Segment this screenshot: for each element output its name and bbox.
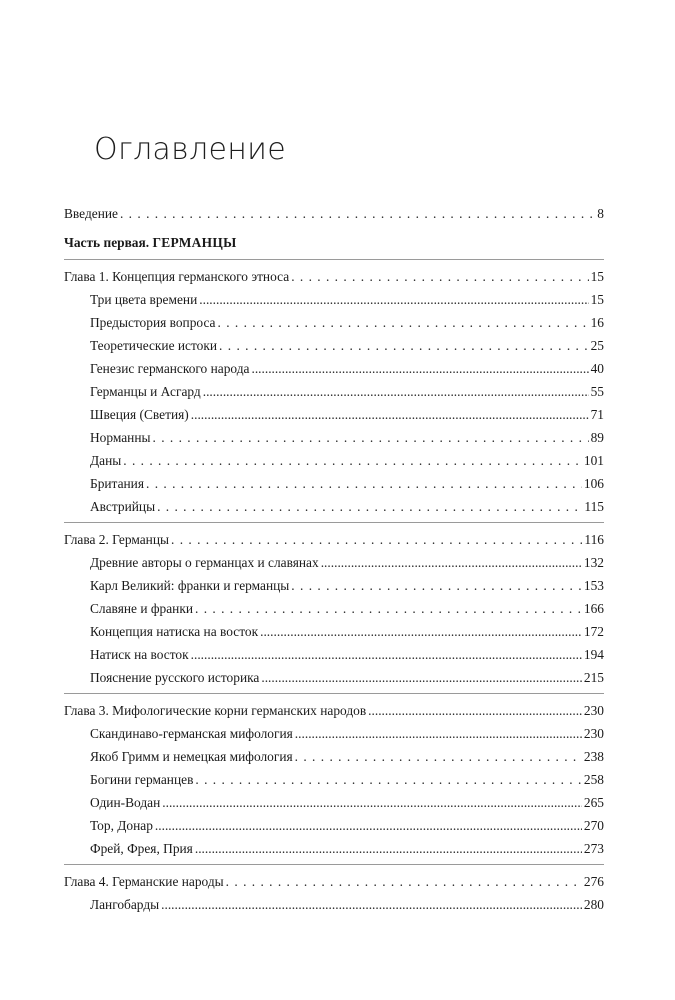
toc-page-number: 132 [583,555,604,570]
toc-section[interactable] [64,768,604,791]
toc-chapter-2[interactable] [64,528,604,551]
toc-page-number: 276 [583,874,604,889]
toc-section[interactable] [64,791,604,814]
toc-entry-label: Натиск на восток [90,647,189,662]
toc-page-number: 270 [583,818,604,833]
toc-chapter-3[interactable] [64,699,604,722]
toc-entry-label: Норманны [90,430,151,445]
leader-dots [321,551,582,574]
toc-entry-label: Австрийцы [90,499,156,514]
toc-page-number: 15 [590,292,604,307]
leader-dots [291,574,582,597]
leader-dots [161,893,582,916]
toc-chapter-4[interactable] [64,870,604,893]
toc-entry-label: Британия [90,476,145,491]
toc-page-number: 273 [583,841,604,856]
part-prefix: Часть первая. [64,235,150,250]
toc-entry-label: Славяне и франки [90,601,193,616]
leader-dots [191,643,582,666]
leader-dots [153,426,589,449]
toc-page-number: 25 [590,338,604,353]
toc-section[interactable] [64,426,604,449]
leader-dots [146,472,582,495]
toc-entry-label: Германцы и Асгард [90,384,201,399]
toc-page-number: 71 [590,407,604,422]
leader-dots [199,288,588,311]
toc-entry-label: Генезис германского народа [90,361,250,376]
toc-section[interactable] [64,403,604,426]
leader-dots [195,837,582,860]
part-heading [64,231,604,255]
toc-page-number: 153 [583,578,604,593]
toc-page-number: 89 [590,430,604,445]
toc-page-number: 265 [583,795,604,810]
toc-page-number: 40 [590,361,604,376]
toc-page-number: 194 [583,647,604,662]
toc-section[interactable] [64,357,604,380]
leader-dots [171,528,582,551]
toc-entry-label: Введение [64,206,118,221]
toc-section[interactable] [64,893,604,916]
toc-section[interactable] [64,837,604,860]
toc-section[interactable] [64,666,604,689]
toc-entry-label: Теоретические истоки [90,338,218,353]
leader-dots [203,380,589,403]
toc-page-number: 166 [583,601,604,616]
toc-page-number: 115 [584,499,604,514]
leader-dots [218,311,589,334]
toc-page-number: 230 [583,703,604,718]
toc-entry-label: Карл Великий: франки и германцы [90,578,290,593]
toc-entry-label: Глава 3. Мифологические корни германских народов [64,703,367,718]
toc-section[interactable] [64,311,604,334]
toc-entry-intro[interactable] [64,202,604,225]
leader-dots [291,265,588,288]
toc-page-number: 172 [583,624,604,639]
toc-section[interactable] [64,551,604,574]
leader-dots [191,403,589,426]
leader-dots [295,722,582,745]
leader-dots [157,495,582,518]
toc-section[interactable] [64,722,604,745]
toc-page-number: 116 [584,532,604,547]
toc-entry-label: Даны [90,453,122,468]
toc-page-number: 280 [583,897,604,912]
toc-entry-label: Скандинаво-германская мифология [90,726,293,741]
leader-dots [195,597,582,620]
page-title: Оглавление [94,132,286,168]
toc-section[interactable] [64,495,604,518]
leader-dots [155,814,582,837]
toc-entry-label: Глава 1. Концепция германского этноса [64,269,290,284]
toc-section[interactable] [64,574,604,597]
toc-section[interactable] [64,643,604,666]
toc-section[interactable] [64,334,604,357]
toc-chapter-1[interactable] [64,265,604,288]
toc-entry-label: Тор, Донар [90,818,153,833]
table-of-contents [64,202,604,916]
part-name: ГЕРМАНЦЫ [152,235,237,250]
toc-entry-label: Предыстория вопроса [90,315,216,330]
toc-section[interactable] [64,620,604,643]
leader-dots [261,666,582,689]
leader-dots [368,699,582,722]
toc-page-number: 215 [583,670,604,685]
toc-page-number: 238 [583,749,604,764]
toc-page-number: 106 [583,476,604,491]
toc-section[interactable] [64,288,604,311]
toc-entry-label: Фрей, Фрея, Прия [90,841,193,856]
leader-dots [123,449,582,472]
divider [64,259,604,260]
divider [64,522,604,523]
leader-dots [120,202,595,225]
toc-page-number: 15 [590,269,604,284]
toc-entry-label: Пояснение русского историка [90,670,260,685]
leader-dots [219,334,589,357]
toc-section[interactable] [64,597,604,620]
divider [64,864,604,865]
toc-entry-label: Швеция (Светия) [90,407,189,422]
toc-entry-label: Три цвета времени [90,292,198,307]
toc-page-number: 8 [597,206,604,221]
leader-dots [195,768,582,791]
toc-entry-label: Глава 2. Германцы [64,532,169,547]
toc-entry-label: Древние авторы о германцах и славянах [90,555,319,570]
toc-section[interactable] [64,472,604,495]
toc-entry-label: Лангобарды [90,897,160,912]
toc-section[interactable] [64,814,604,837]
toc-section[interactable] [64,449,604,472]
toc-entry-label: Глава 4. Германские народы [64,874,224,889]
toc-section[interactable] [64,380,604,403]
leader-dots [226,870,582,893]
toc-entry-label: Концепция натиска на восток [90,624,259,639]
leader-dots [295,745,582,768]
toc-page-number: 258 [583,772,604,787]
toc-page-number: 55 [590,384,604,399]
toc-entry-label: Якоб Гримм и немецкая мифология [90,749,293,764]
leader-dots [260,620,582,643]
leader-dots [162,791,582,814]
divider [64,693,604,694]
leader-dots [251,357,588,380]
toc-page-number: 16 [590,315,604,330]
toc-entry-label: Богини германцев [90,772,194,787]
toc-page-number: 101 [583,453,604,468]
toc-page-number: 230 [583,726,604,741]
toc-entry-label: Один-Водан [90,795,161,810]
toc-section[interactable] [64,745,604,768]
